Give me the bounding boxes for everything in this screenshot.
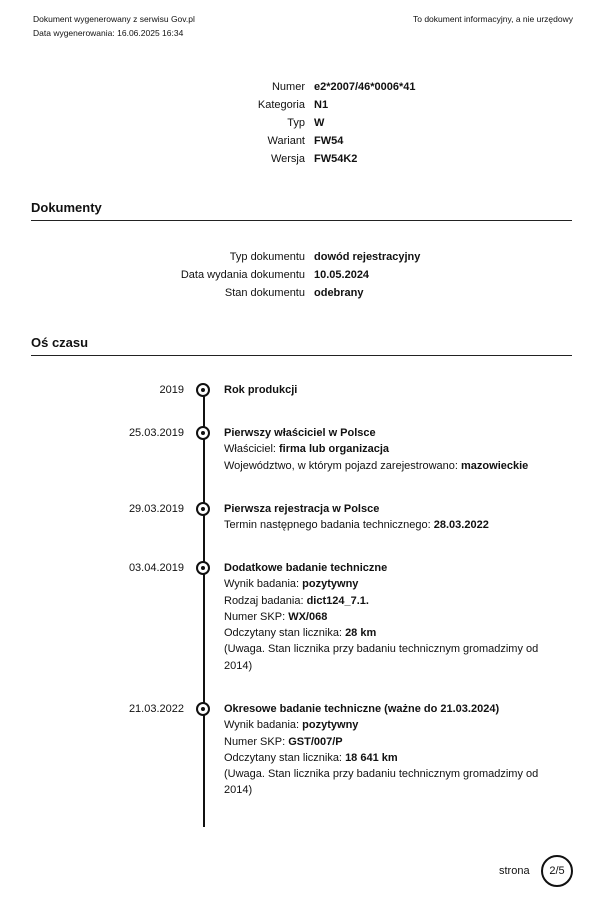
detail-value: firma lub organizacja <box>279 443 390 456</box>
event-body <box>224 701 554 799</box>
vehicle-label: Kategoria <box>257 99 305 111</box>
detail-value: GST/007/P <box>288 735 343 748</box>
detail-value: 18 641 km <box>345 751 398 764</box>
detail-label: Termin następnego badania technicznego: <box>224 519 431 532</box>
vehicle-value: e2*2007/46*0006*41 <box>314 81 416 93</box>
detail-label: Rodzaj badania: <box>224 594 304 607</box>
timeline-dot-icon <box>196 383 210 397</box>
event-detail <box>224 717 554 733</box>
event-date: 21.03.2022 <box>128 703 184 715</box>
event-body <box>224 425 554 474</box>
document-value: 10.05.2024 <box>314 269 370 281</box>
detail-label: Wynik badania: <box>224 578 300 591</box>
event-detail <box>224 458 554 474</box>
vehicle-value: N1 <box>314 99 329 111</box>
detail-value: dict124_7.1. <box>306 594 369 607</box>
vehicle-value: FW54K2 <box>314 153 358 165</box>
event-title: Pierwsza rejestracja w Polsce <box>224 503 380 515</box>
event-detail <box>224 750 554 766</box>
vehicle-label: Wersja <box>270 153 305 165</box>
timeline-line <box>203 384 205 827</box>
event-body <box>224 501 554 534</box>
detail-value: WX/068 <box>288 610 328 623</box>
event-date: 25.03.2019 <box>128 427 184 439</box>
vehicle-value: FW54 <box>314 135 344 147</box>
header-left <box>33 12 195 40</box>
event-date: 29.03.2019 <box>128 503 184 515</box>
detail-label: Właściciel: <box>224 443 276 456</box>
vehicle-row <box>0 132 611 150</box>
event-body <box>224 382 554 398</box>
vehicle-info <box>0 78 611 168</box>
timeline-section-header <box>31 334 572 356</box>
event-detail <box>224 441 554 457</box>
vehicle-row <box>0 114 611 132</box>
timeline-dot-icon <box>196 561 210 575</box>
event-date: 03.04.2019 <box>128 562 184 574</box>
vehicle-row <box>0 96 611 114</box>
page-label: strona <box>499 865 530 877</box>
event-date: 2019 <box>159 384 184 396</box>
detail-label: Odczytany stan licznika: <box>224 627 342 640</box>
event-title: Rok produkcji <box>224 384 298 396</box>
document-row <box>0 266 611 284</box>
detail-label: Numer SKP: <box>224 735 286 748</box>
timeline-dot-icon <box>196 502 210 516</box>
vehicle-label: Wariant <box>267 135 305 147</box>
event-note: (Uwaga. Stan licznika przy badaniu technicznym gromadzimy od 2014) <box>224 643 539 672</box>
detail-value: 28.03.2022 <box>433 519 489 532</box>
documents-section-header <box>31 199 572 221</box>
event-title: Dodatkowe badanie techniczne <box>224 562 388 574</box>
document-value: dowód rejestracyjny <box>314 251 421 263</box>
document-value: odebrany <box>314 287 364 299</box>
detail-value: pozytywny <box>302 578 359 591</box>
page-number-badge: 2/5 <box>541 855 573 887</box>
event-detail <box>224 625 554 641</box>
detail-label: Odczytany stan licznika: <box>224 751 342 764</box>
event-detail <box>224 593 554 609</box>
documents-title: Dokumenty <box>31 200 102 215</box>
detail-label: Numer SKP: <box>224 610 286 623</box>
documents-info <box>0 248 611 302</box>
timeline-dot-icon <box>196 702 210 716</box>
event-detail <box>224 576 554 592</box>
vehicle-label: Numer <box>271 81 305 93</box>
event-detail <box>224 734 554 750</box>
disclaimer-text: To dokument informacyjny, a nie urzędowy <box>412 14 573 24</box>
event-detail <box>224 517 554 533</box>
detail-value: 28 km <box>345 627 377 640</box>
document-row <box>0 248 611 266</box>
vehicle-row <box>0 78 611 96</box>
detail-label: Województwo, w którym pojazd zarejestrowano: <box>224 459 458 472</box>
timeline-dot-icon <box>196 426 210 440</box>
document-row <box>0 284 611 302</box>
vehicle-label: Typ <box>287 117 305 129</box>
vehicle-row <box>0 150 611 168</box>
generated-date <box>33 26 195 40</box>
detail-value: pozytywny <box>302 719 359 732</box>
vehicle-value: W <box>314 117 325 129</box>
generated-date-label: Data wygenerowania: <box>33 28 115 38</box>
generated-from-text: Dokument wygenerowany z serwisu Gov.pl <box>33 14 195 24</box>
event-note: (Uwaga. Stan licznika przy badaniu technicznym gromadzimy od 2014) <box>224 768 539 797</box>
document-label: Typ dokumentu <box>229 251 305 263</box>
event-title: Pierwszy właściciel w Polsce <box>224 427 376 439</box>
event-title: Okresowe badanie techniczne (ważne do 21.03.2024) <box>224 703 500 715</box>
event-detail <box>224 609 554 625</box>
document-label: Data wydania dokumentu <box>180 269 305 281</box>
document-label: Stan dokumentu <box>224 287 305 299</box>
detail-label: Wynik badania: <box>224 719 300 732</box>
detail-value: mazowieckie <box>461 459 529 472</box>
timeline-title: Oś czasu <box>31 335 89 350</box>
generated-date-value: 16.06.2025 16:34 <box>117 28 184 38</box>
event-body <box>224 560 554 674</box>
